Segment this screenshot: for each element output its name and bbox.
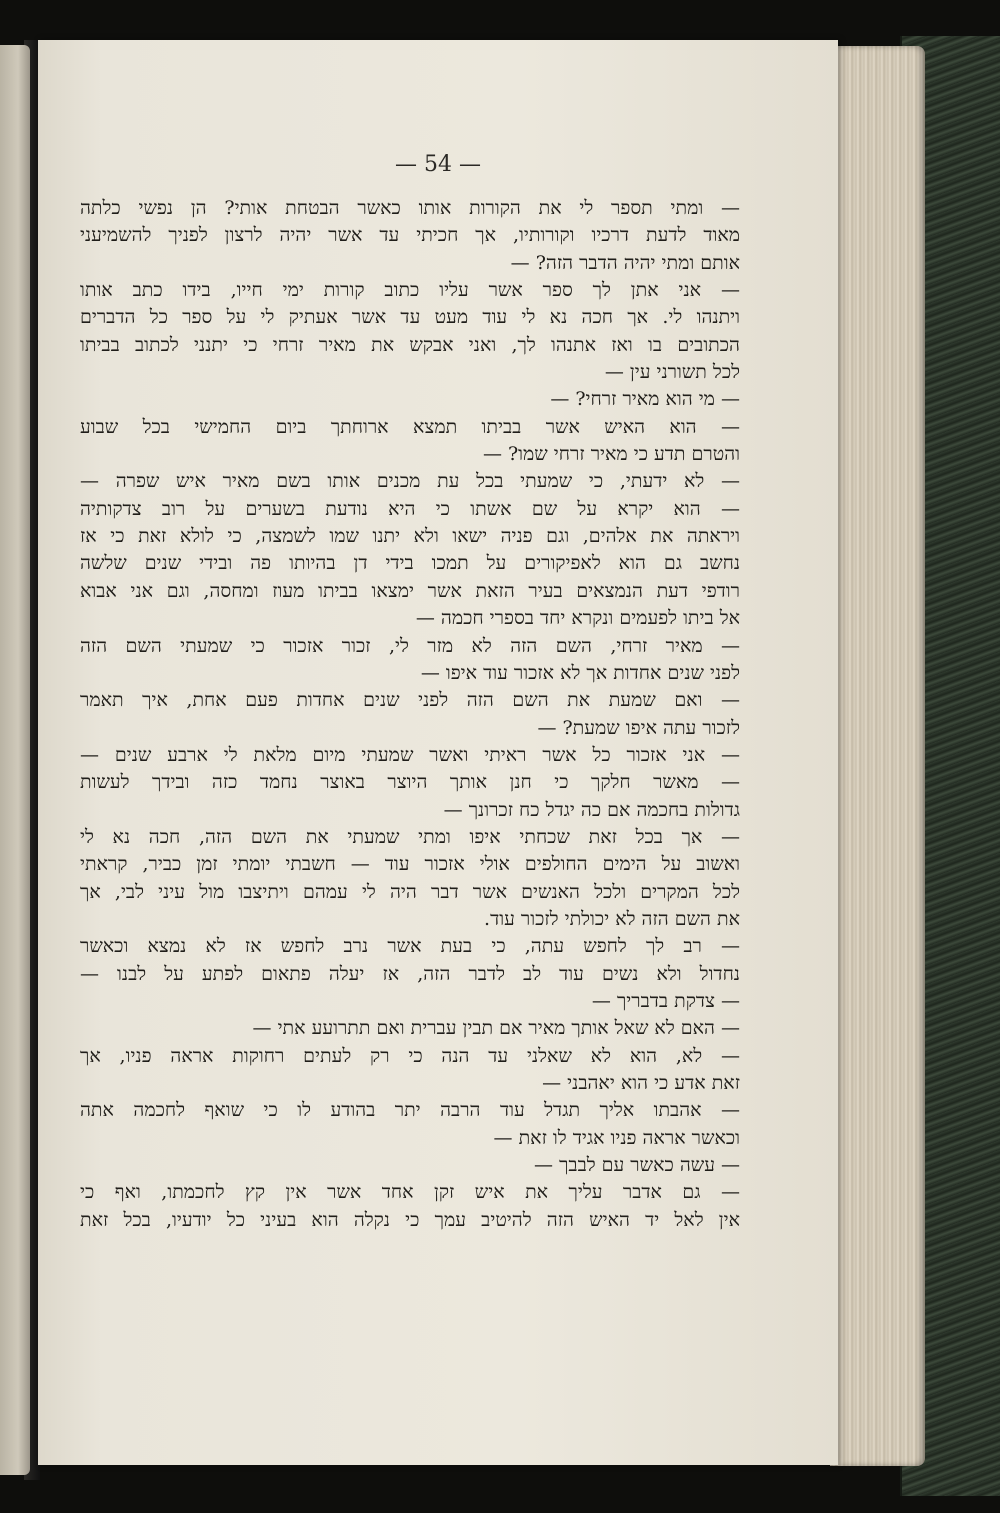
text-line: לזכור עתה איפו שמעת? — xyxy=(537,716,740,739)
text-line: את השם הזה לא יכולתי לזכור עוד. xyxy=(484,907,740,930)
text-line: הכתובים בו ואז אתנהו לך, ואני אבקש את מאיר זרחי כי יתנני לכתוב בביתו xyxy=(80,333,740,356)
text-line: מאוד לדעת דרכיו וקורותיו, אך חכיתי עד אשר יהיה לרצון לפניך להשמיעני xyxy=(80,224,740,247)
text-line: נחשב גם הוא לאפיקורים על תמכו בידי דן בהיותו פה ובידי שנים שלשה xyxy=(80,552,740,575)
text-line: — מאיר זרחי, השם הזה לא מזר לי, זכור אזכור כי שמעתי השם הזה xyxy=(80,634,740,657)
text-line: אין לאל יד האיש הזה להיטיב עמך כי נקלה הוא בעיני כל יודעיו, בכל זאת xyxy=(80,1208,740,1231)
text-line: — מאשר חלקך כי חנן אותך היוצר באוצר נחמד כזה ובידך לעשות xyxy=(80,771,740,794)
page-number: — 54 — xyxy=(395,152,481,177)
text-line: — לא ידעתי, כי שמעתי בכל עת מכנים אותו בשם מאיר איש שפרה — xyxy=(80,470,740,493)
text-line: — האם לא שאל אותך מאיר אם תבין עברית ואם תתרועע אתי — xyxy=(252,1017,740,1040)
text-line: גדולות בחכמה אם כה יגדל כח זכרונך — xyxy=(443,798,740,821)
text-line: ויראתה את אלהים, וגם פניה ישאו ולא יתנו שמו לשמצה, כי לולא זאת כי אז xyxy=(80,525,740,548)
left-page-edge xyxy=(0,45,30,1475)
text-line: וכאשר אראה פניו אגיד לו זאת — xyxy=(493,1126,740,1149)
text-line: ואשוב על הימים החולפים אולי אזכור עוד — חשבתי יומתי זמן כביר, קראתי xyxy=(80,853,740,876)
page-text xyxy=(80,195,740,1234)
text-line: — הוא יקרא על שם אשתו כי היא נודעת בשערים על רוב צדקותיה xyxy=(80,497,740,520)
text-line: — ומתי תספר לי את הקורות אותו כאשר הבטחת אותי? הן נפשי כלתה xyxy=(80,197,740,219)
text-line: — ואם שמעת את השם הזה לפני שנים אחדות פעם אחת, איך תאמר xyxy=(80,689,740,712)
text-line: — רב לך לחפש עתה, כי בעת אשר נרב לחפש אז לא נמצא וכאשר xyxy=(80,935,740,958)
text-line: — אך בכל זאת שכחתי איפו ומתי שמעתי את השם הזה, חכה נא לי xyxy=(80,825,740,848)
text-line: אותם ומתי יהיה הדבר הזה? — xyxy=(510,251,740,274)
text-line: — לא, הוא לא שאלני עד הנה כי רק לעתים רחוקות אראה פניו, אך xyxy=(80,1044,740,1067)
text-line: אל ביתו לפעמים ונקרא יחד בספרי חכמה — xyxy=(415,607,740,630)
text-line: ויתנהו לי. אך חכה נא לי עוד מעט עד אשר אעתיק לי על ספר כל הדברים xyxy=(80,306,740,329)
text-line: לכל המקרים ולכל האנשים אשר דבר היה לי עמהם ויתיצבו מול עיני לבי, אך xyxy=(80,880,740,903)
text-line: — הוא האיש אשר בביתו תמצא ארוחתך ביום החמישי בכל שבוע xyxy=(80,415,740,438)
text-line: זאת אדע כי הוא יאהבני — xyxy=(542,1072,740,1094)
book-page xyxy=(38,40,838,1465)
text-line: לפני שנים אחדות אך לא אזכור עוד איפו — xyxy=(420,661,740,684)
text-line: נחדול ולא נשים עוד לב לדבר הזה, אז יעלה פתאום לפתע על לבנו — xyxy=(80,962,740,985)
text-line: — צדקת בדבריך — xyxy=(591,989,740,1012)
text-line: — אני אתן לך ספר אשר עליו כתוב קורות ימי חייו, בידו כתב אותו xyxy=(80,279,740,302)
text-line: והטרם תדע כי מאיר זרחי שמו? — xyxy=(482,443,740,466)
text-line: — אהבתו אליך תגדל עוד הרבה יתר בהודע לו כי שואף לחכמה אתה xyxy=(80,1099,740,1122)
text-line: — גם אדבר עליך את איש זקן אחד אשר אין קץ לחכמתו, ואף כי xyxy=(80,1181,740,1204)
text-line: רודפי דעת הנמצאים בעיר הזאת אשר ימצאו בביתו מעוז ומחסה, וגם אני אבוא xyxy=(80,579,740,602)
text-line: — מי הוא מאיר זרחי? — xyxy=(550,388,740,411)
text-line: — אני אזכור כל אשר ראיתי ואשר שמעתי מיום מלאת לי ארבע שנים — xyxy=(80,743,740,766)
text-line: — עשה כאשר עם לבבך — xyxy=(534,1154,740,1177)
text-line: לכל תשורני עין — xyxy=(604,361,740,384)
page-stack-edge xyxy=(830,46,925,1466)
